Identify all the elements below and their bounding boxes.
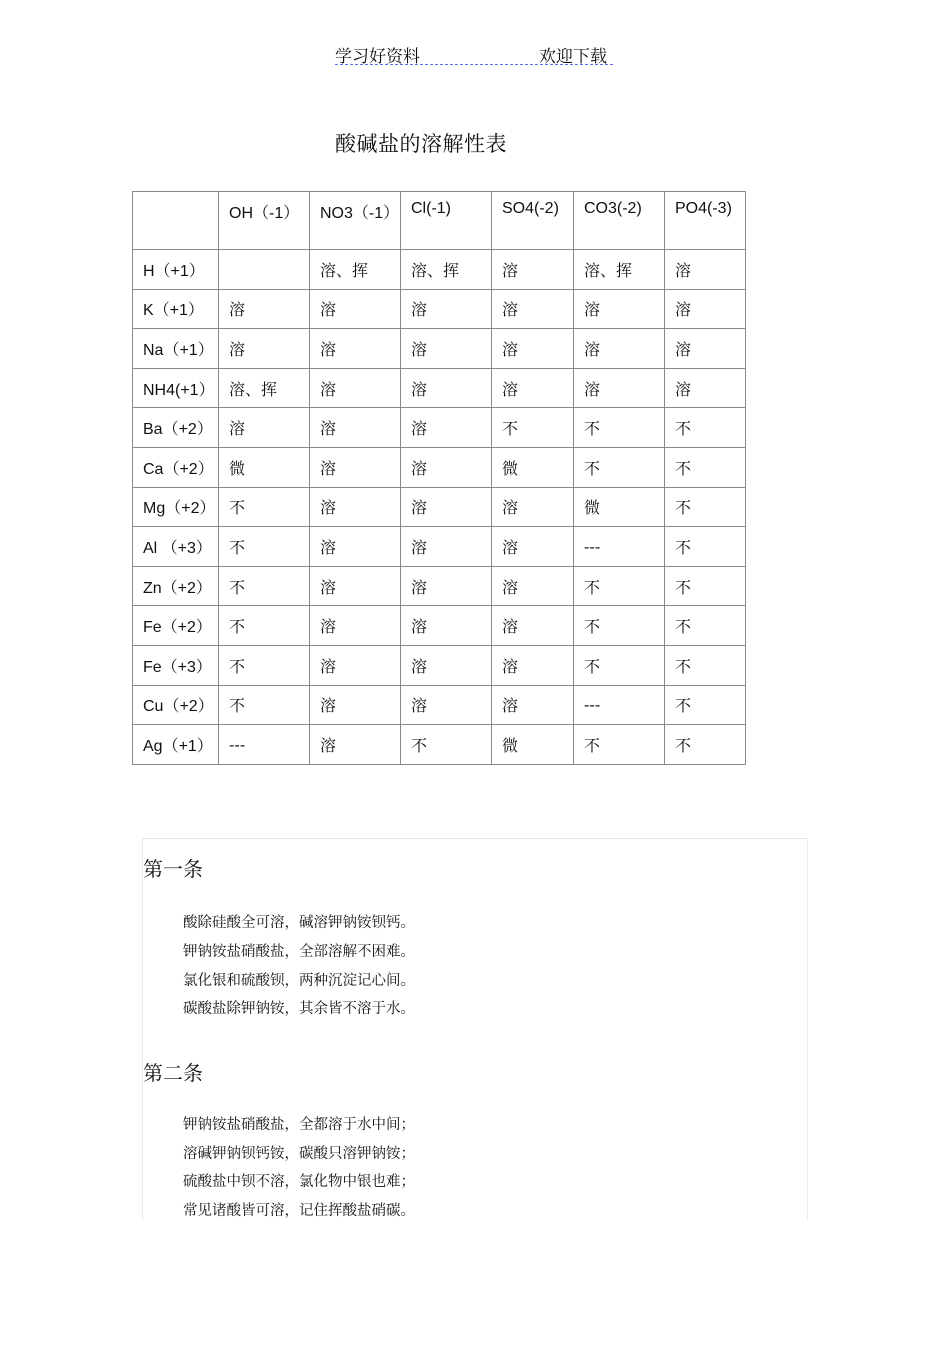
- table-cell: 不: [665, 685, 746, 725]
- table-cell: 溶: [310, 685, 401, 725]
- table-cell: 溶: [492, 645, 574, 685]
- table-cell: 溶: [665, 368, 746, 408]
- table-cell: 溶: [310, 329, 401, 369]
- table-header-row: [133, 192, 746, 250]
- table-cell: 溶: [219, 329, 310, 369]
- table-cell: 溶: [219, 289, 310, 329]
- table-cell: 溶: [310, 527, 401, 567]
- rule-title: 第二条: [143, 1061, 203, 1085]
- table-cell: 溶: [492, 606, 574, 646]
- row-header-cell: Mg（+2）: [133, 487, 219, 527]
- table-row: [133, 566, 746, 606]
- table-cell: 溶: [492, 329, 574, 369]
- rule-line: 酸除硅酸全可溶，碱溶钾钠铵钡钙。: [183, 915, 415, 931]
- table-cell: 溶、挥: [219, 368, 310, 408]
- row-header-cell: Zn（+2）: [133, 566, 219, 606]
- table-cell: 不: [219, 645, 310, 685]
- table-row: [133, 368, 746, 408]
- row-header-cell: Al （+3）: [133, 527, 219, 567]
- rule-line: 碳酸盐除钾钠铵，其余皆不溶于水。: [183, 1001, 415, 1017]
- header-right-text: 欢迎下载: [539, 47, 607, 67]
- table-cell: 不: [574, 408, 665, 448]
- table-row: [133, 329, 746, 369]
- table-cell: 溶: [310, 447, 401, 487]
- table-cell: 溶: [574, 329, 665, 369]
- table-cell: 不: [492, 408, 574, 448]
- table-cell: 不: [665, 725, 746, 765]
- table-cell: 溶: [310, 368, 401, 408]
- table-cell: 不: [574, 447, 665, 487]
- table-cell: 溶: [310, 606, 401, 646]
- table-cell: 微: [492, 725, 574, 765]
- rhyme-section: [142, 838, 808, 1221]
- column-header: OH（-1）: [219, 192, 310, 250]
- table-cell: 溶: [665, 329, 746, 369]
- table-cell: 溶、挥: [310, 250, 401, 290]
- solubility-table: [132, 191, 746, 765]
- table-cell: 不: [219, 606, 310, 646]
- column-header: NO3（-1）: [310, 192, 401, 250]
- table-cell: 溶: [310, 289, 401, 329]
- table-cell: 不: [665, 645, 746, 685]
- column-header: SO4(-2): [492, 192, 574, 250]
- page-title: 酸碱盐的溶解性表: [335, 132, 507, 156]
- table-row: [133, 250, 746, 290]
- table-cell: 微: [219, 447, 310, 487]
- page-header: [335, 40, 613, 65]
- table-row: [133, 527, 746, 567]
- table-cell: 不: [665, 527, 746, 567]
- column-header: CO3(-2): [574, 192, 665, 250]
- table-cell: 不: [401, 725, 492, 765]
- table-row: [133, 289, 746, 329]
- table-cell: ---: [574, 527, 665, 567]
- table-cell: 溶、挥: [574, 250, 665, 290]
- table-cell: 溶: [401, 408, 492, 448]
- table-cell: 不: [574, 725, 665, 765]
- table-cell: 溶: [492, 250, 574, 290]
- table-row: [133, 645, 746, 685]
- column-header: PO4(-3): [665, 192, 746, 250]
- table-cell: 不: [665, 566, 746, 606]
- table-row: [133, 408, 746, 448]
- table-cell: 不: [219, 685, 310, 725]
- table-cell: ---: [574, 685, 665, 725]
- row-header-cell: Ca（+2）: [133, 447, 219, 487]
- table-cell: 溶: [219, 408, 310, 448]
- rule-line: 氯化银和硫酸钡，两种沉淀记心间。: [183, 973, 415, 989]
- table-row: [133, 487, 746, 527]
- table-cell: [219, 250, 310, 290]
- table-cell: 不: [574, 645, 665, 685]
- table-cell: 不: [219, 487, 310, 527]
- row-header-cell: K（+1）: [133, 289, 219, 329]
- table-cell: 溶: [401, 487, 492, 527]
- rule-line: 常见诸酸皆可溶，记住挥酸盐硝碳。: [183, 1203, 415, 1219]
- table-row: [133, 725, 746, 765]
- table-cell: 不: [665, 606, 746, 646]
- table-cell: 溶: [665, 250, 746, 290]
- table-row: [133, 447, 746, 487]
- table-cell: ---: [219, 725, 310, 765]
- rule-line: 硫酸盐中钡不溶，氯化物中银也难；: [183, 1174, 415, 1190]
- table-cell: 不: [665, 447, 746, 487]
- rule-line: 钾钠铵盐硝酸盐，全都溶于水中间；: [183, 1117, 415, 1133]
- table-cell: 溶: [492, 566, 574, 606]
- table-cell: 溶: [401, 289, 492, 329]
- rule-line: 溶碱钾钠钡钙铵，碳酸只溶钾钠铵；: [183, 1146, 415, 1162]
- table-cell: 溶: [401, 685, 492, 725]
- table-cell: 溶: [401, 368, 492, 408]
- table-cell: 微: [574, 487, 665, 527]
- row-header-cell: H（+1）: [133, 250, 219, 290]
- table-cell: 不: [665, 408, 746, 448]
- column-header: Cl(-1): [401, 192, 492, 250]
- table-cell: 溶: [401, 329, 492, 369]
- rule-line: 钾钠铵盐硝酸盐，全部溶解不困难。: [183, 944, 415, 960]
- table-cell: 溶: [492, 289, 574, 329]
- table-cell: 溶: [310, 566, 401, 606]
- row-header-cell: Ag（+1）: [133, 725, 219, 765]
- table-corner-cell: [133, 192, 219, 250]
- table-cell: 溶: [401, 645, 492, 685]
- table-cell: 溶: [492, 487, 574, 527]
- row-header-cell: Cu（+2）: [133, 685, 219, 725]
- table-cell: 溶: [492, 527, 574, 567]
- rule-title: 第一条: [143, 857, 203, 881]
- table-cell: 不: [665, 487, 746, 527]
- table-cell: 溶: [574, 289, 665, 329]
- table-cell: 溶: [310, 645, 401, 685]
- row-header-cell: NH4(+1）: [133, 368, 219, 408]
- table-cell: 溶: [401, 566, 492, 606]
- row-header-cell: Fe（+2）: [133, 606, 219, 646]
- table-cell: 不: [219, 566, 310, 606]
- table-cell: 不: [574, 566, 665, 606]
- table-cell: 溶: [401, 527, 492, 567]
- table-cell: 溶: [310, 487, 401, 527]
- table-cell: 溶: [574, 368, 665, 408]
- table-row: [133, 685, 746, 725]
- row-header-cell: Na（+1）: [133, 329, 219, 369]
- row-header-cell: Fe（+3）: [133, 645, 219, 685]
- table-cell: 溶: [492, 368, 574, 408]
- table-cell: 溶: [492, 685, 574, 725]
- table-cell: 溶: [401, 606, 492, 646]
- row-header-cell: Ba（+2）: [133, 408, 219, 448]
- table-cell: 溶、挥: [401, 250, 492, 290]
- table-cell: 不: [219, 527, 310, 567]
- table-cell: 微: [492, 447, 574, 487]
- table-cell: 不: [574, 606, 665, 646]
- table-row: [133, 606, 746, 646]
- header-left-text: 学习好资料: [335, 47, 420, 67]
- table-cell: 溶: [310, 725, 401, 765]
- table-cell: 溶: [401, 447, 492, 487]
- table-cell: 溶: [310, 408, 401, 448]
- table-cell: 溶: [665, 289, 746, 329]
